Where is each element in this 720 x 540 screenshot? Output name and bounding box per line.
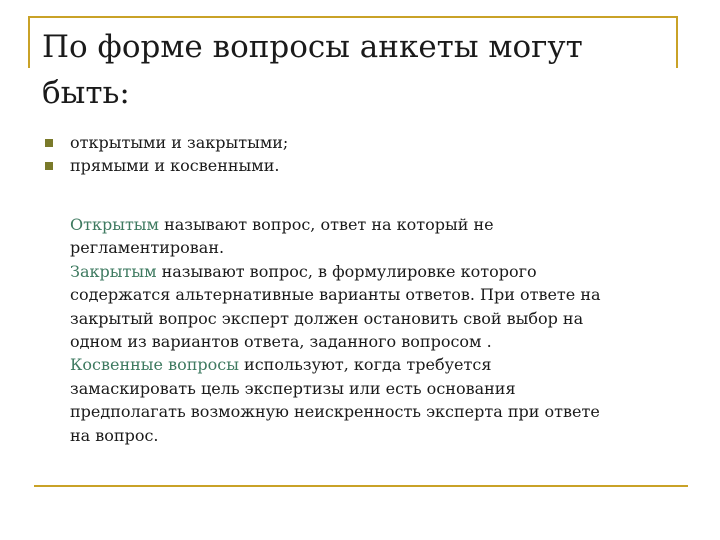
bullet-text: прямыми и косвенными. [70, 156, 280, 175]
square-bullet-icon [45, 162, 53, 170]
slide-title-line-1: По форме вопросы анкеты могут [42, 29, 583, 65]
bullet-item [44, 154, 288, 177]
paragraph-text: на вопрос. [70, 425, 159, 445]
paragraph-line [70, 307, 695, 330]
paragraph-text: содержатся альтернативные варианты ответов. При ответе на [70, 285, 601, 305]
frame-right-line [676, 16, 678, 68]
paragraph-text: регламентирован. [70, 238, 225, 258]
paragraph-line [70, 330, 695, 353]
highlighted-term: Косвенные вопросы [70, 355, 239, 375]
square-bullet-icon [45, 139, 53, 147]
paragraph-line [70, 283, 695, 306]
paragraph-line [70, 424, 695, 447]
slide-title-line-2: быть: [42, 75, 130, 111]
paragraph-text: используют, когда требуется [238, 355, 492, 375]
highlighted-term: Открытым [70, 215, 159, 234]
frame-left-line [28, 16, 30, 68]
paragraph-line [70, 213, 695, 236]
paragraph-text: называют вопрос, в формулировке которого [156, 261, 537, 281]
paragraph-line [70, 353, 695, 376]
highlighted-term: Закрытым [70, 261, 157, 281]
bullet-text: открытыми и закрытыми; [70, 133, 289, 152]
bullet-item [44, 131, 288, 154]
frame-bottom-line [34, 485, 688, 487]
definitions-paragraph [70, 213, 695, 447]
frame-top-line [28, 16, 678, 18]
paragraph-text: замаскировать цель экспертизы или есть основания [70, 378, 516, 398]
paragraph-line [70, 260, 695, 283]
paragraph-line [70, 377, 695, 400]
paragraph-text: предполагать возможную неискренность эксперта при ответе [70, 402, 600, 422]
paragraph-line [70, 400, 695, 423]
paragraph-text: называют вопрос, ответ на который не [158, 215, 494, 234]
paragraph-line [70, 236, 695, 259]
paragraph-text: одном из вариантов ответа, заданного вопросом . [70, 332, 492, 352]
bullet-list [44, 131, 288, 177]
paragraph-text: закрытый вопрос эксперт должен остановить свой выбор на [70, 308, 584, 328]
slide-title [42, 24, 662, 116]
